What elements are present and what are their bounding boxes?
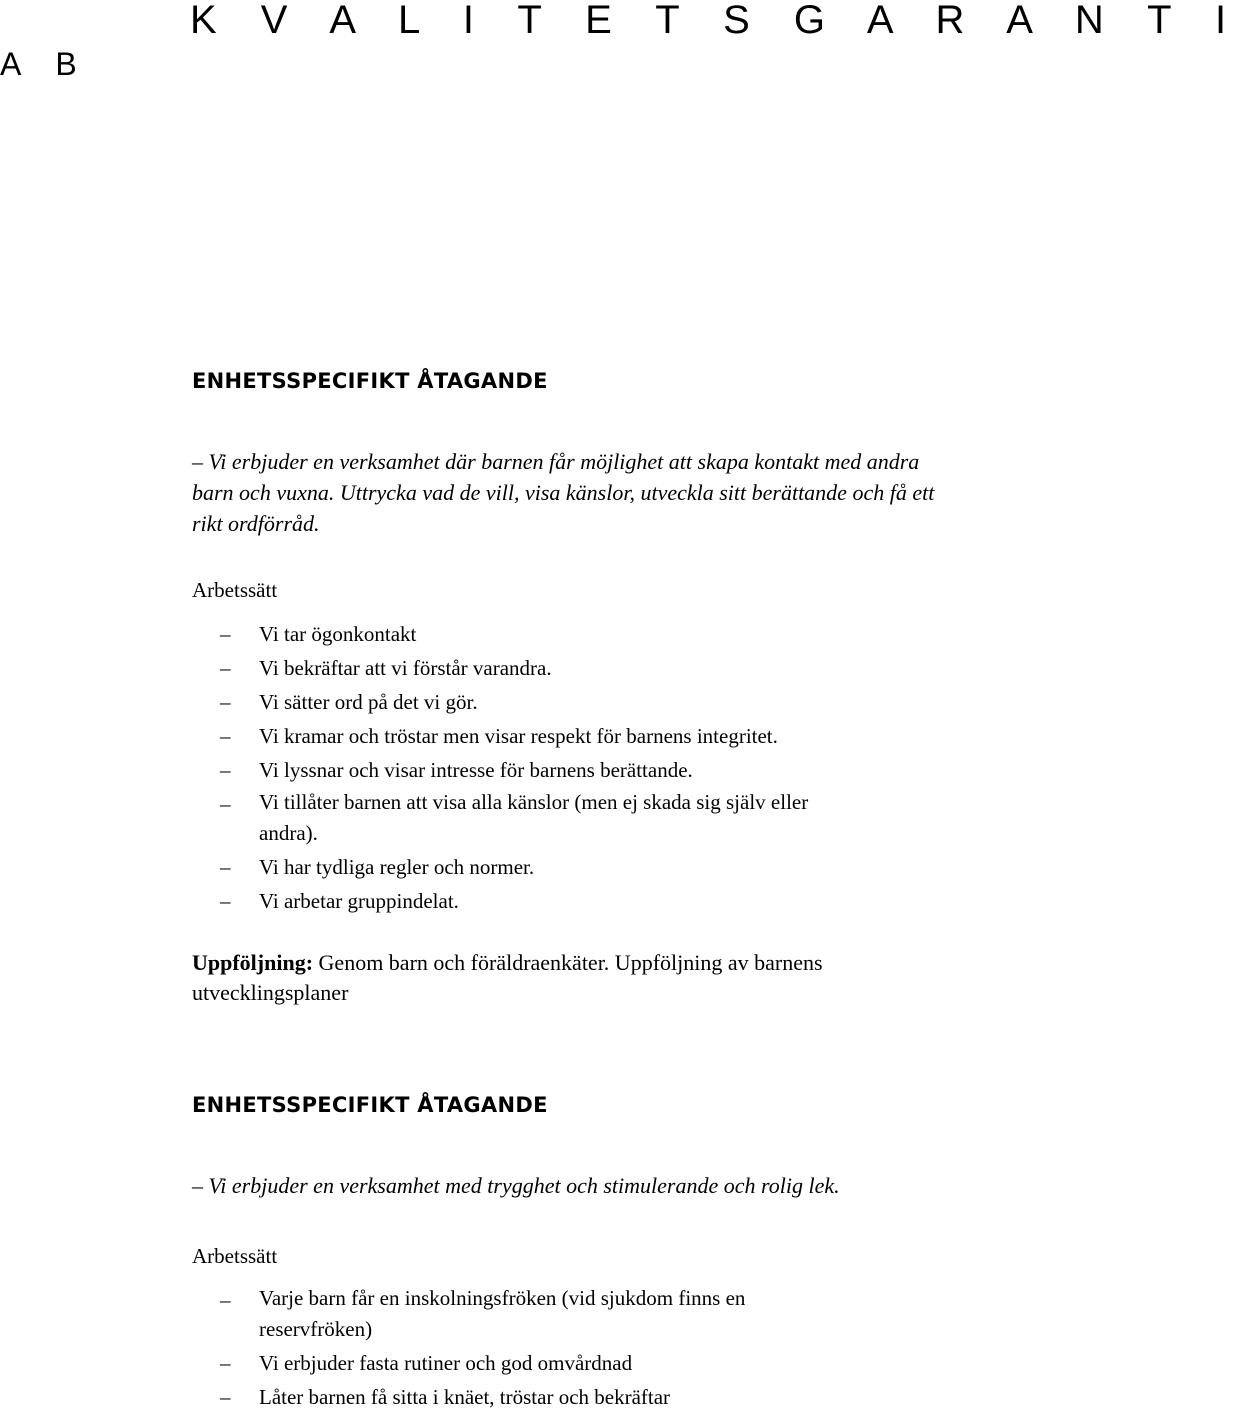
followup-text: Genom barn och föräldraenkäter. Uppföljning av barnens utvecklingsplaner [192,950,823,1005]
list-dash: – [220,690,231,714]
list-dash: – [220,1288,231,1312]
followup-label: Uppföljning: [192,950,314,975]
list-dash: – [220,724,231,748]
list-item [220,1283,840,1346]
section-2-heading: ENHETSSPECIFIKT ÅTAGANDE [192,1093,548,1117]
section-1-subheading: Arbetssätt [192,578,278,602]
list-item [220,1380,840,1414]
section-2-commitment: – Vi erbjuder en verksamhet med trygghet och stimulerande och rolig lek. [192,1173,840,1198]
list-dash: – [220,1385,231,1409]
list-item-text: Låter barnen få sitta i knäet, tröstar och bekräftar [259,1385,671,1409]
logo-letter-b: B [55,46,77,82]
list-item-text: Vi erbjuder fasta rutiner och god omvårdnad [259,1351,633,1375]
list-dash: – [220,1351,231,1375]
list-dash: – [220,889,231,913]
list-item-text: Vi lyssnar och visar intresse för barnens berättande. [259,758,693,782]
list-item [220,685,860,719]
section-1-heading: ENHETSSPECIFIKT ÅTAGANDE [192,369,548,393]
list-item-text: Vi har tydliga regler och normer. [259,855,535,879]
list-item [220,753,860,787]
list-item [220,1346,840,1380]
page-title: K V A L I T E T S G A R A N T I [190,0,1243,42]
list-dash: – [220,656,231,680]
list-item [220,651,860,685]
list-item-text: Vi kramar och tröstar men visar respekt för barnens integritet. [259,724,778,748]
section-1-commitment: – Vi erbjuder en verksamhet där barnen får möjlighet att skapa kontakt med andra barn och vuxna. Uttrycka vad de vill, visa känslor, utveckla sitt berättande och få ett rikt ordförråd. [192,449,935,536]
section-2-subheading: Arbetssätt [192,1244,278,1268]
list-item-text: Vi arbetar gruppindelat. [259,889,459,913]
logo-letter-a: A [0,46,22,82]
list-item [220,617,860,651]
list-item [220,850,860,884]
section-1-list [220,617,860,918]
section-1-followup [192,948,932,1008]
list-item-text: Vi tar ögonkontakt [259,622,417,646]
list-dash: – [220,758,231,782]
list-dash: – [220,855,231,879]
corner-logo [0,46,77,82]
list-dash: – [220,622,231,646]
section-2-list [220,1283,840,1414]
list-item [220,787,860,850]
list-dash: – [220,792,231,816]
list-item-text: Vi sätter ord på det vi gör. [259,690,478,714]
list-item [220,719,860,753]
list-item-text: Varje barn får en inskolningsfröken (vid sjukdom finns en reservfröken) [259,1286,746,1341]
list-item-text: Vi tillåter barnen att visa alla känslor (men ej skada sig själv eller andra). [259,790,809,845]
list-item-text: Vi bekräftar att vi förstår varandra. [259,656,552,680]
list-item [220,884,860,918]
